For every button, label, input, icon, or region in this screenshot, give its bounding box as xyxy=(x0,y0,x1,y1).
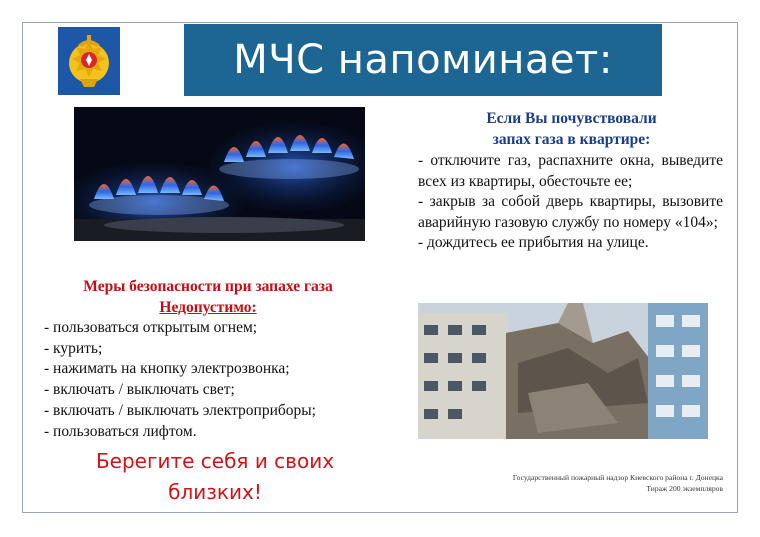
list-item: - курить; xyxy=(44,339,103,357)
emergency-emblem-icon xyxy=(58,27,120,95)
left-heading-subtitle: Недопустимо: xyxy=(159,299,257,316)
credits-line2: Тираж 200 экземпляров xyxy=(646,484,723,493)
slogan-line2: близких! xyxy=(168,480,262,504)
collapsed-building-image xyxy=(418,303,708,439)
instruction-item: - дождитесь ее прибытия на улице. xyxy=(418,234,649,251)
list-item: - включать / выключать свет; xyxy=(44,381,235,399)
list-item: - включать / выключать электроприборы; xyxy=(44,401,316,419)
left-heading-title: Меры безопасности при запахе газа xyxy=(83,278,333,295)
slogan-line1: Берегите себя и своих xyxy=(95,449,335,473)
gas-flame-image xyxy=(74,107,365,241)
credits xyxy=(440,472,723,494)
list-item: - пользоваться открытым огнем; xyxy=(44,319,258,336)
page-title-banner: МЧС напоминает: xyxy=(184,24,662,96)
instruction-item: - закрыв за собой дверь квартиры, вызовите аварийную газовую службу по номеру «104»; xyxy=(418,193,723,231)
right-heading-line2: запах газа в квартире: xyxy=(492,131,651,148)
instruction-item: - отключите газ, распахните окна, выведите всех из квартиры, обесточьте ее; xyxy=(418,152,723,190)
right-heading xyxy=(420,108,723,150)
left-heading xyxy=(40,276,376,318)
right-heading-line1: Если Вы почувствовали xyxy=(486,110,657,127)
prohibited-list xyxy=(44,318,384,442)
credits-line1: Государственный пожарный надзор Киевского района г. Донецка xyxy=(512,473,723,482)
right-instructions xyxy=(418,151,723,254)
list-item: - нажимать на кнопку электрозвонка; xyxy=(44,360,290,378)
list-item: - пользоваться лифтом. xyxy=(44,422,197,440)
slogan xyxy=(40,446,390,508)
